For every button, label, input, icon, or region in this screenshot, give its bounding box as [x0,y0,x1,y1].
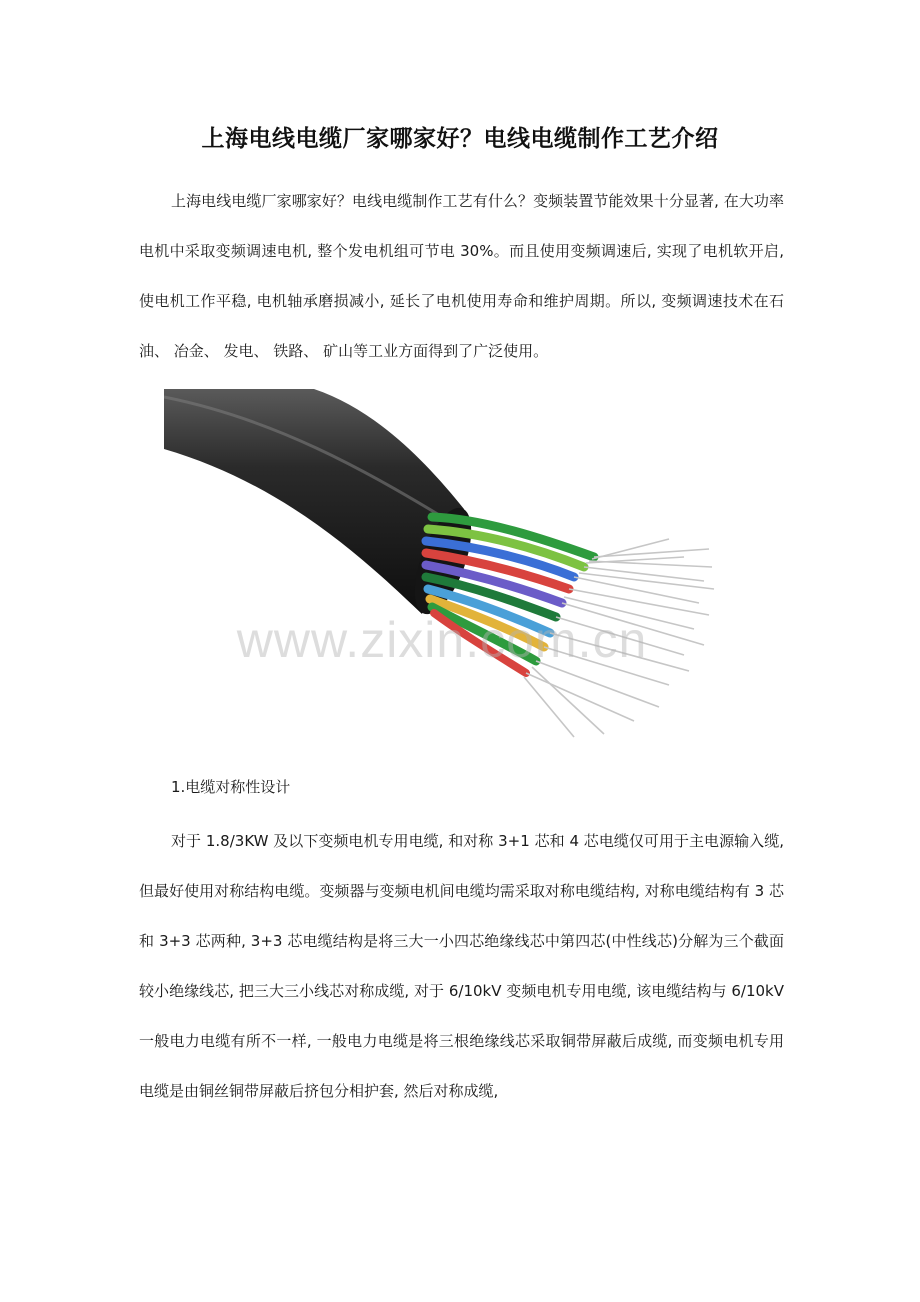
cable-illustration [164,389,720,739]
intro-paragraph: 上海电线电缆厂家哪家好？电线电缆制作工艺有什么？变频装置节能效果十分显著, 在大功率电机中采取变频调速电机, 整个发电机组可节电 30%。而且使用变频调速后, 实现了电机软开启, 使电机工作平稳, 电机轴承磨损减小, 延长了电机使用寿命和维护周期。所以, 变频调速技术在石油、 冶金、 发电、 铁路、 矿山等工业方面得到了广泛使用。 [139,192,784,360]
section-heading: 1.电缆对称性设计 [171,778,291,796]
section-paragraph: 对于 1.8/3KW 及以下变频电机专用电缆, 和对称 3+1 芯和 4 芯电缆仅可用于主电源输入缆, 但最好使用对称结构电缆。变频器与变频电机间电缆均需采取对称电缆结构, 对称电缆结构有 3 芯和 3+3 芯两种, 3+3 芯电缆结构是将三大一小四芯绝缘线芯中第四芯(中性线芯)分解为三个截面较小绝缘线芯, 把三大三小线芯对称成缆, 对于 6/10kV 变频电机专用电缆, 该电缆结构与 6/10kV 一般电力电缆有所不一样, 一般电力电缆是将三根绝缘线芯采取铜带屏蔽后成缆, 而变频电机专用电缆是由铜丝铜带屏蔽后挤包分相护套, 然后对称成缆, [139,832,784,1100]
colored-fibers [426,517,594,673]
watermark-text: www.zixin.com.cn [236,612,648,668]
cable-photo [164,389,720,739]
document-title: 上海电线电缆厂家哪家好？电线电缆制作工艺介绍 [201,126,719,152]
